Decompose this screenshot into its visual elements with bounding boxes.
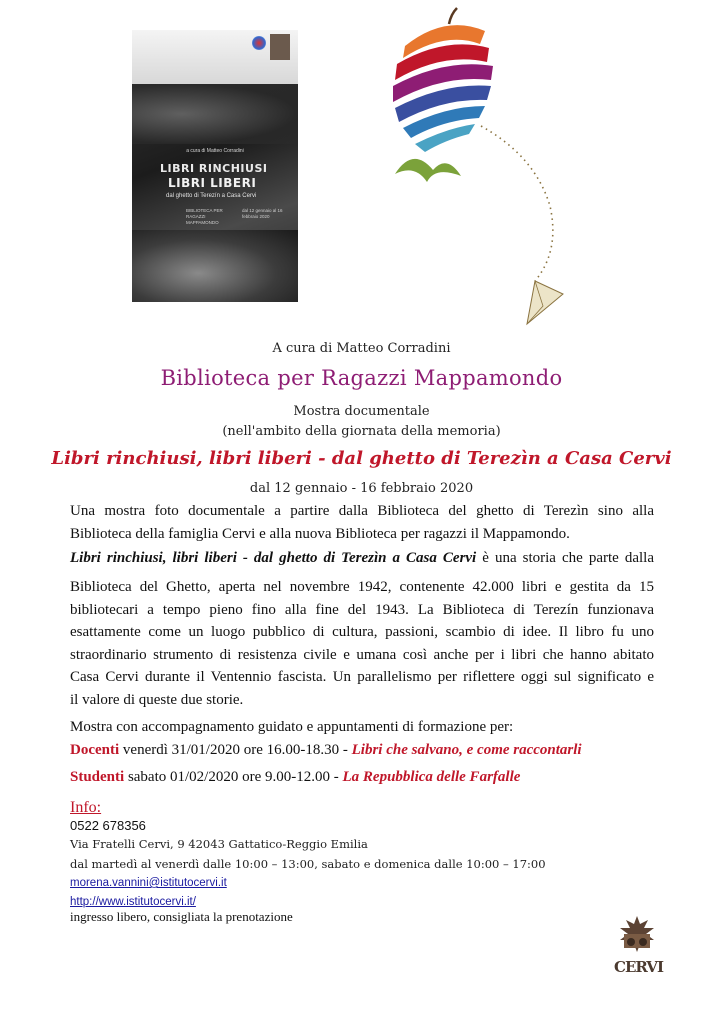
- poster-cervi-logo-icon: [270, 34, 290, 60]
- session-students: [70, 767, 670, 787]
- session-label: Studenti: [70, 769, 125, 785]
- apple-stripes: [393, 25, 493, 152]
- email-link[interactable]: morena.vannini@istitutocervi.it: [70, 877, 227, 889]
- poster-photo-bottom: [132, 230, 298, 302]
- session-when: venerdì 31/01/2020 ore 16.00-18.30 -: [119, 742, 352, 758]
- phone-number: 0522 678356: [70, 818, 146, 833]
- info-heading: Info:: [70, 799, 102, 816]
- story-line: Casa Cervi durante il Ventennio fascista. Un parallelismo per riflettere oggi sul significato e: [70, 669, 654, 685]
- website-link[interactable]: http://www.istitutocervi.it/: [70, 896, 196, 908]
- exhibition-type: Mostra documentale: [293, 404, 430, 419]
- poster-photo-top: [132, 84, 298, 144]
- poster-credit: a cura di Matteo Corradini: [186, 148, 244, 154]
- poster-title-line1: LIBRI RINCHIUSI: [160, 162, 268, 175]
- admission-note: ingresso libero, consigliata la prenotazione: [70, 909, 293, 924]
- poster-mappamondo-logo-icon: [252, 36, 266, 50]
- apple-stem: [449, 8, 457, 24]
- cervi-emblem-icon: [614, 914, 660, 952]
- poster-info-right: dal 12 gennaio al 16 febbraio 2020: [242, 208, 283, 219]
- istituto-cervi-logo: [614, 914, 663, 986]
- session-label: Docenti: [70, 742, 120, 758]
- program-intro: Mostra con accompagnamento guidato e appuntamenti di formazione per:: [70, 719, 514, 735]
- story-first-line: [70, 547, 654, 570]
- apple-logo-icon: [385, 6, 695, 336]
- apple-leaves-icon: [395, 159, 461, 182]
- intro-line-1: Una mostra foto documentale a partire dalla Biblioteca del ghetto di Terezìn sino alla: [70, 503, 654, 519]
- session-topic: Libri che salvano, e come raccontarli: [351, 742, 582, 758]
- poster-subtitle: dal ghetto di Terezín a Casa Cervi: [166, 193, 257, 199]
- session-topic: La Repubblica delle Farfalle: [342, 769, 521, 785]
- story-first-line-rest: è una storia che parte dalla: [476, 550, 654, 566]
- cervi-wordmark: CERVI: [614, 958, 663, 976]
- story-title: Libri rinchiusi, libri liberi - dal ghetto di Terezìn a Casa Cervi: [70, 550, 477, 566]
- exhibition-context: (nell'ambito della giornata della memoria): [222, 424, 501, 439]
- session-when: sabato 01/02/2020 ore 9.00-12.00 -: [124, 769, 343, 785]
- story-line: bibliotecari a tempo pieno fino alla fine del 1943. La Biblioteca di Terezín funzionava: [70, 601, 654, 618]
- address: Via Fratelli Cervi, 9 42043 Gattatico-Reggio Emilia: [70, 837, 368, 851]
- opening-hours: dal martedì al venerdì dalle 10:00 – 13:00, sabato e domenica dalle 10:00 – 17:00: [70, 857, 546, 871]
- story-line: il valore di queste due storie.: [70, 691, 244, 708]
- story-line: Biblioteca del Ghetto, aperta nel novembre 1942, contenente 42.000 libri e gestita da 15: [70, 579, 654, 595]
- poster-info-left: BIBLIOTECA PER RAGAZZI MAPPAMONDO: [186, 208, 223, 225]
- story-line: straordinario strumento di resistenza civile e umana così anche per i libri che hanno abitato: [70, 646, 654, 663]
- exhibition-poster-image: [132, 30, 298, 302]
- curator-line: A cura di Matteo Corradini: [272, 341, 451, 356]
- intro-line-2: Biblioteca della famiglia Cervi e alla nuova Biblioteca per ragazzi il Mappamondo.: [70, 526, 570, 542]
- event-dates: dal 12 gennaio - 16 febbraio 2020: [249, 481, 474, 496]
- story-paragraph: [70, 576, 654, 711]
- flight-path: [481, 126, 553, 281]
- organization-title: Biblioteca per Ragazzi Mappamondo: [160, 366, 563, 390]
- session-teachers: [70, 740, 670, 760]
- story-line: esattamente come un luogo pubblico di cultura, passioni, scambio di idee. Il libro fu uno: [70, 624, 654, 640]
- poster-title-line2: LIBRI LIBERI: [168, 176, 257, 190]
- event-title: Libri rinchiusi, libri liberi - dal ghetto di Terezìn a Casa Cervi: [51, 448, 672, 469]
